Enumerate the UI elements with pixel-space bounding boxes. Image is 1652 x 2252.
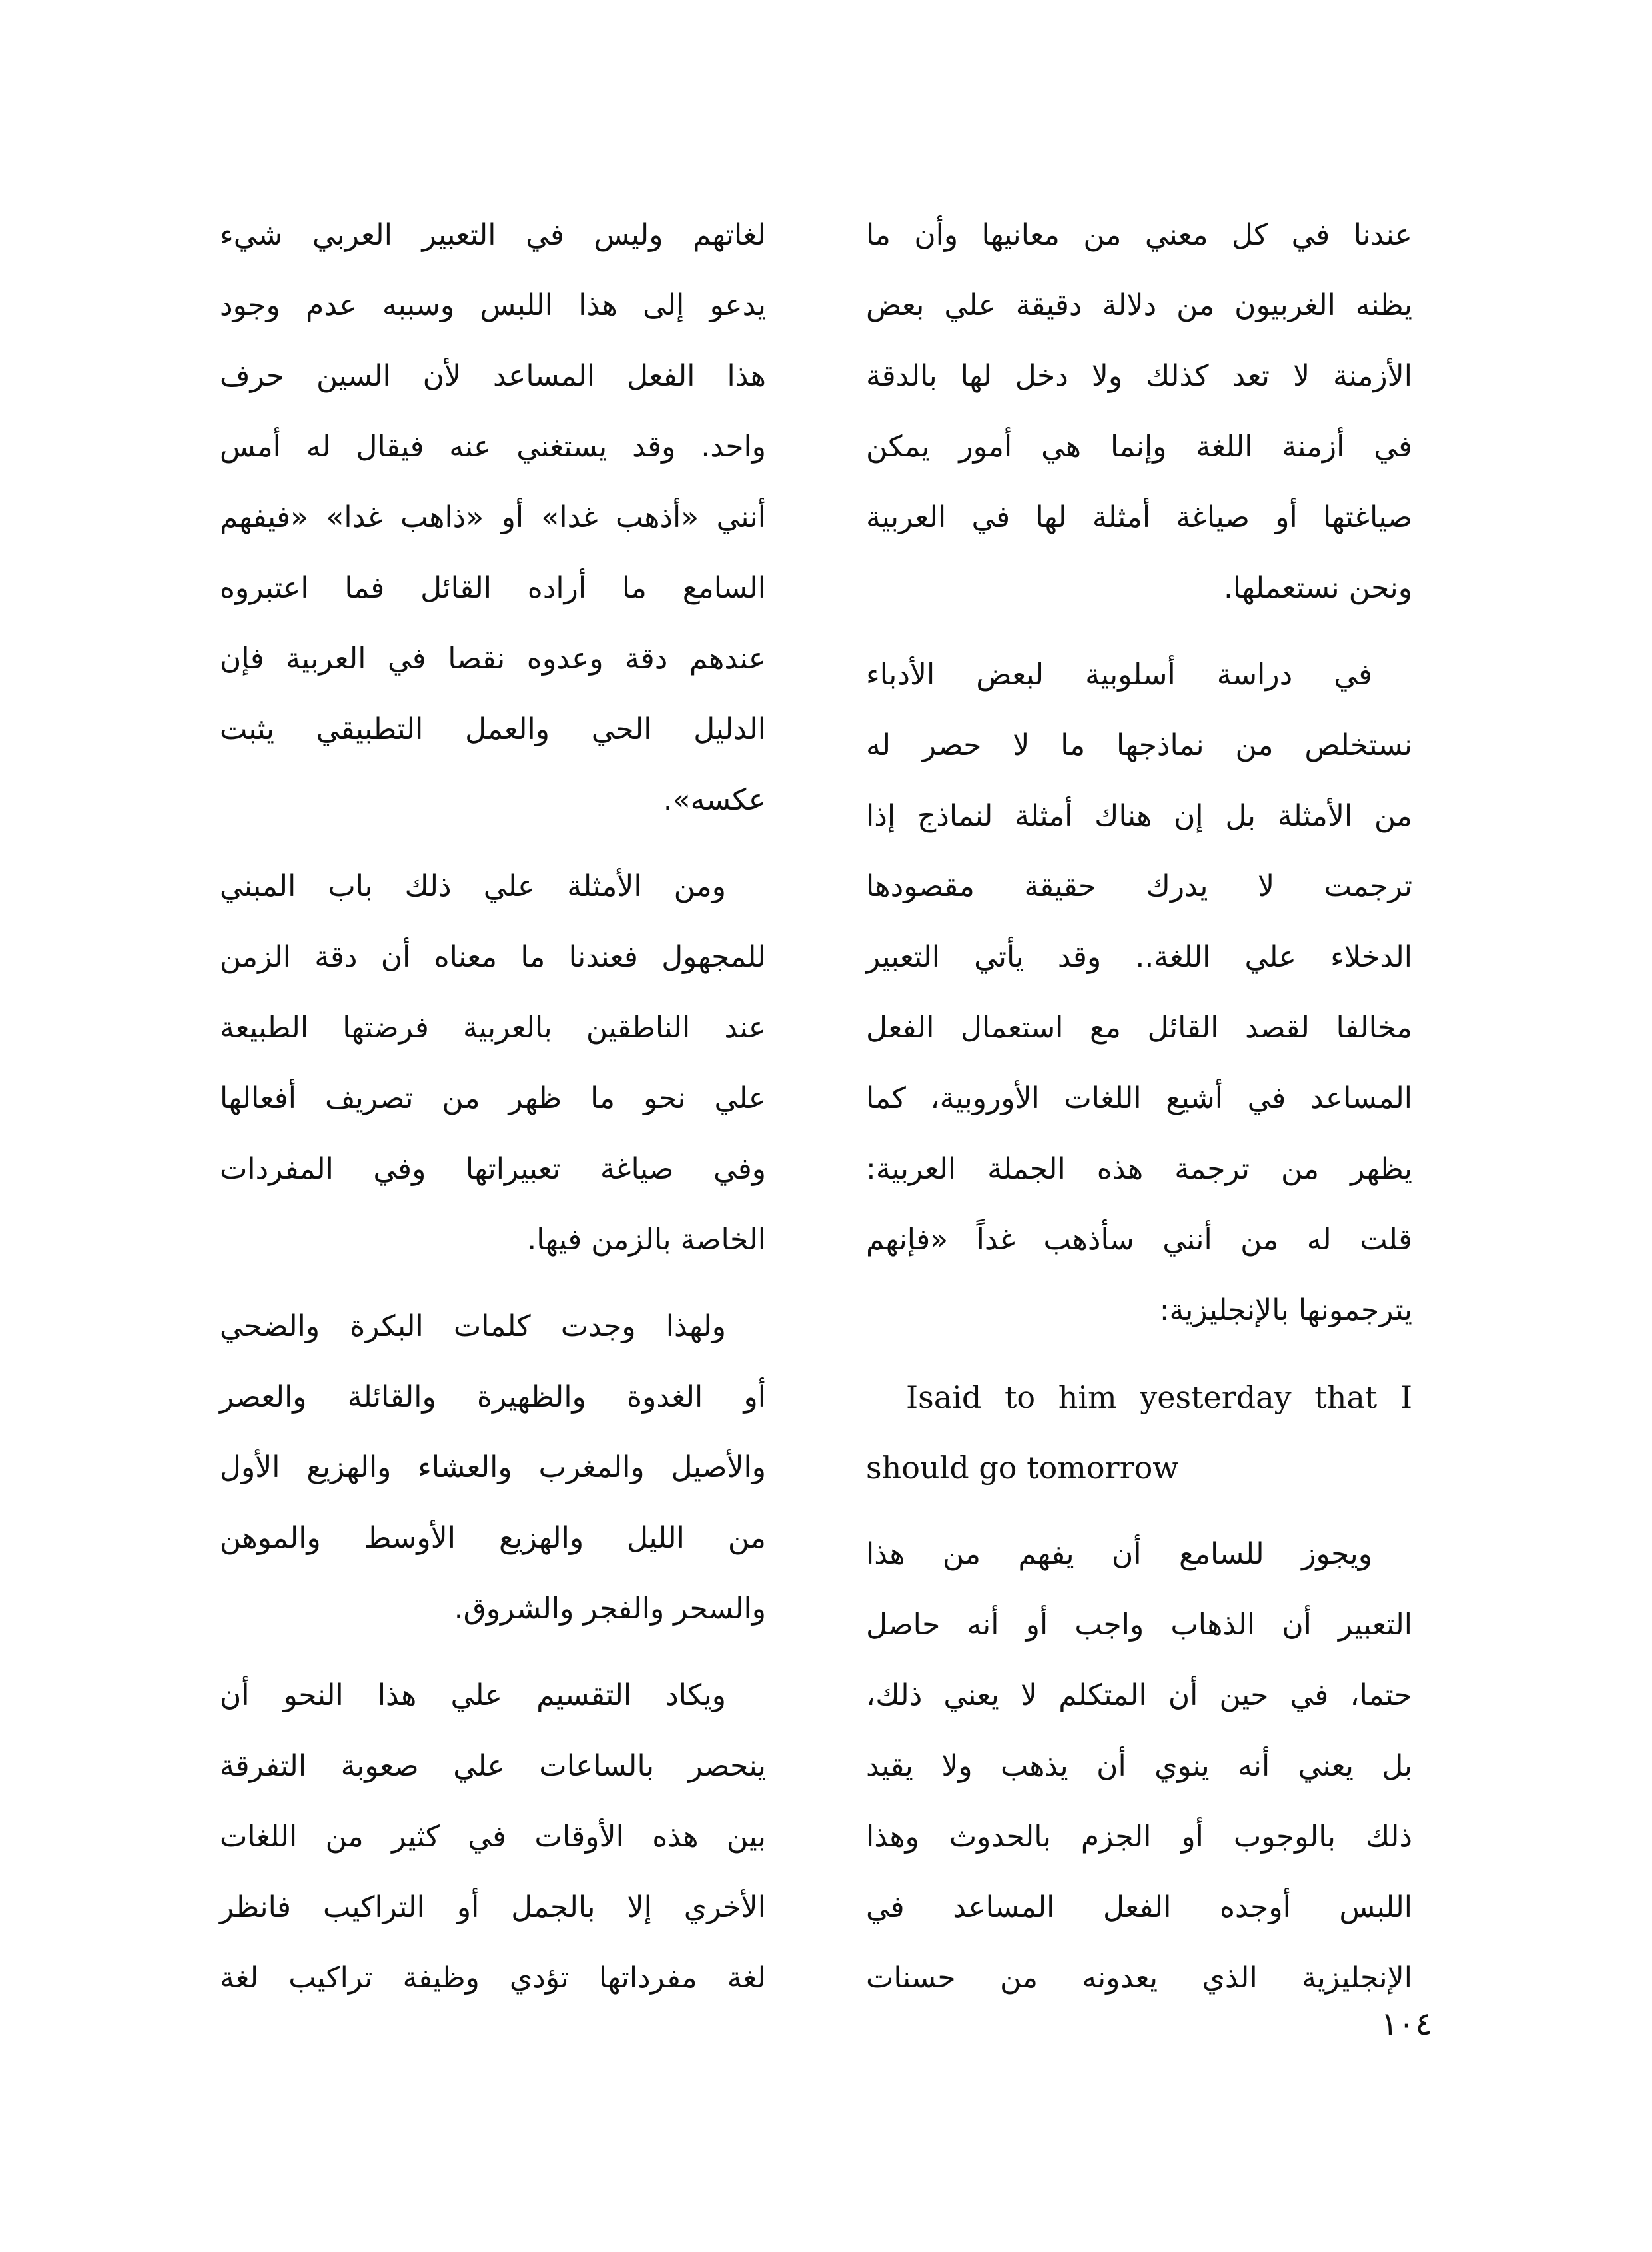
text-line: للمجهول فعندنا ما معناه أن دقة الزمن: [220, 940, 766, 974]
english-quote: [866, 1362, 1412, 1503]
text-line: من الليل والهزيع الأوسط والموهن: [220, 1521, 766, 1555]
text-line: ذلك بالوجوب أو الجزم بالحدوث وهذا: [866, 1820, 1412, 1854]
text-line: في أزمنة اللغة وإنما هي أمور يمكن: [866, 430, 1412, 464]
text-line: الأخري إلا بالجمل أو التراكيب فانظر: [220, 1890, 766, 1924]
paragraph: [866, 1519, 1412, 2013]
right-text-column: [866, 200, 1412, 2029]
text-line: should go tomorrow: [866, 1450, 1179, 1486]
text-line: واحد. وقد يستغني عنه فيقال له أمس: [220, 430, 766, 464]
text-line: قلت له من أنني سأذهب غداً «فإنهم: [866, 1223, 1412, 1257]
text-line: مخالفا لقصد القائل مع استعمال الفعل: [866, 1011, 1412, 1045]
text-line: نستخلص من نماذجها ما لا حصر له: [866, 728, 1412, 762]
text-line: ترجمت لا يدرك حقيقة مقصودها: [866, 869, 1412, 903]
text-line: بين هذه الأوقات في كثير من اللغات: [220, 1820, 766, 1854]
text-line: حتما، في حين أن المتكلم لا يعني ذلك،: [866, 1678, 1412, 1712]
text-line: والسحر والفجر والشروق.: [454, 1592, 766, 1626]
paragraph: [866, 640, 1412, 1346]
text-line: التعبير أن الذهاب واجب أو أنه حاصل: [866, 1608, 1412, 1642]
text-line: ولهذا وجدت كلمات البكرة والضحي: [220, 1309, 726, 1343]
text-line: عندنا في كل معني من معانيها وأن ما: [866, 218, 1412, 252]
text-line: من الأمثلة بل إن هناك أمثلة لنماذج إذا: [866, 799, 1412, 833]
text-line: السامع ما أراده القائل فما اعتبروه: [220, 571, 766, 605]
paragraph: [220, 1660, 766, 2013]
text-line: الدليل الحي والعمل التطبيقي يثبت: [220, 712, 766, 746]
text-line: هذا الفعل المساعد لأن السين حرف: [220, 359, 766, 393]
text-line: ويكاد التقسيم علي هذا النحو أن: [220, 1678, 726, 1712]
text-line: المساعد في أشيع اللغات الأوروبية، كما: [866, 1081, 1412, 1115]
paragraph: [220, 851, 766, 1275]
text-line: عكسه».: [663, 783, 766, 817]
text-line: يظهر من ترجمة هذه الجملة العربية:: [866, 1152, 1412, 1186]
text-line: لغة مفرداتها تؤدي وظيفة تراكيب لغة: [220, 1961, 766, 1995]
text-line: علي نحو ما ظهر من تصريف أفعالها: [220, 1081, 766, 1115]
text-line: ينحصر بالساعات علي صعوبة التفرقة: [220, 1749, 766, 1783]
text-line: ونحن نستعملها.: [1223, 571, 1412, 605]
text-line: بل يعني أنه ينوي أن يذهب ولا يقيد: [866, 1749, 1412, 1783]
text-line: عندهم دقة وعدوه نقصا في العربية فإن: [220, 642, 766, 676]
text-line: في دراسة أسلوبية لبعض الأدباء: [866, 658, 1372, 692]
text-line: أنني «أذهب غدا» أو «ذاهب غدا» «فيفهم: [220, 500, 766, 534]
paragraph: [220, 1291, 766, 1644]
text-line: صياغتها أو صياغة أمثلة لها في العربية: [866, 500, 1412, 534]
paragraph: [220, 200, 766, 836]
text-line: Isaid to him yesterday that I: [906, 1379, 1412, 1415]
text-line: عند الناطقين بالعربية فرضتها الطبيعة: [220, 1011, 766, 1045]
text-line: ومن الأمثلة علي ذلك باب المبني: [220, 869, 726, 903]
text-line: لغاتهم وليس في التعبير العربي شيء: [220, 218, 766, 252]
text-line: الأزمنة لا تعد كذلك ولا دخل لها بالدقة: [866, 359, 1412, 393]
left-text-column: [220, 200, 766, 2029]
text-line: الخاصة بالزمن فيها.: [527, 1223, 766, 1257]
text-line: والأصيل والمغرب والعشاء والهزيع الأول: [220, 1450, 766, 1484]
text-line: وفي صياغة تعبيراتها وفي المفردات: [220, 1152, 766, 1186]
page-number: ١٠٤: [1380, 2005, 1432, 2043]
text-line: يدعو إلى هذا اللبس وسببه عدم وجود: [220, 288, 766, 322]
text-line: يظنه الغربيون من دلالة دقيقة علي بعض: [866, 288, 1412, 322]
text-line: الدخلاء علي اللغة.. وقد يأتي التعبير: [866, 940, 1412, 974]
paragraph: [866, 200, 1412, 624]
text-line: أو الغدوة والظهيرة والقائلة والعصر: [220, 1380, 766, 1414]
text-line: يترجمونها بالإنجليزية:: [1159, 1293, 1412, 1327]
text-line: ويجوز للسامع أن يفهم من هذا: [866, 1537, 1372, 1571]
text-line: الإنجليزية الذي يعدونه من حسنات: [866, 1961, 1412, 1995]
text-line: اللبس أوجده الفعل المساعد في: [866, 1890, 1412, 1924]
